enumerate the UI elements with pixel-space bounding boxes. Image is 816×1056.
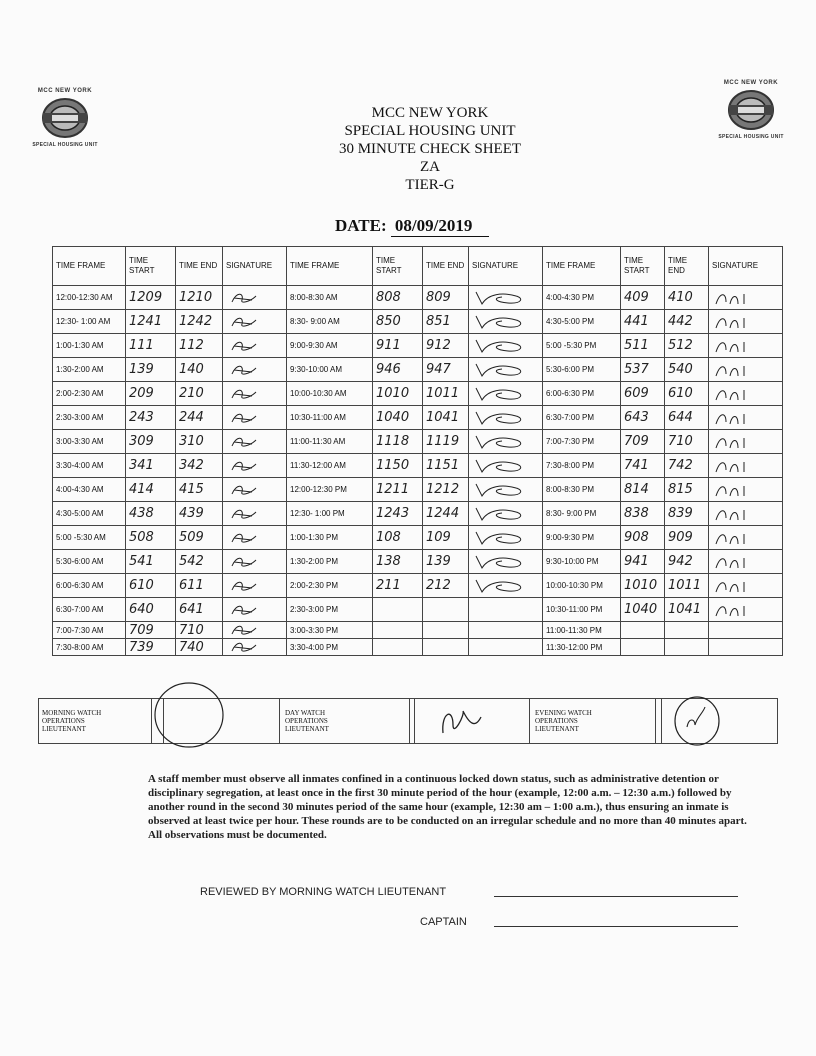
signature-scribble xyxy=(472,410,532,426)
signature-scribble xyxy=(712,410,772,426)
signature-cell xyxy=(709,382,783,406)
time-frame-cell: 12:30- 1:00 AM xyxy=(53,310,126,334)
evening-signature-circle xyxy=(667,693,727,747)
time-frame-cell: 1:00-1:30 AM xyxy=(53,334,126,358)
time-start-cell: 1150 xyxy=(373,454,423,478)
time-frame-cell: 5:00 -5:30 AM xyxy=(53,526,126,550)
time-frame-cell: 7:00-7:30 AM xyxy=(53,622,126,639)
sheet-title: MCC NEW YORK SPECIAL HOUSING UNIT 30 MINUTE CHECK SHEET ZA TIER-G xyxy=(338,105,522,193)
time-start-cell: 610 xyxy=(126,574,176,598)
time-start-cell xyxy=(621,639,665,656)
time-end-cell: 710 xyxy=(176,622,223,639)
time-start-cell xyxy=(373,622,423,639)
time-start-cell: 209 xyxy=(126,382,176,406)
time-end-cell xyxy=(665,622,709,639)
time-frame-cell: 9:30-10:00 AM xyxy=(287,358,373,382)
time-end-cell: 644 xyxy=(665,406,709,430)
time-end-cell: 1244 xyxy=(423,502,469,526)
signature-scribble xyxy=(712,578,772,594)
time-end-cell: 742 xyxy=(665,454,709,478)
table-row xyxy=(53,358,783,382)
time-end-cell: 542 xyxy=(176,550,223,574)
initials-scribble xyxy=(226,482,266,498)
time-start-cell: 741 xyxy=(621,454,665,478)
time-end-cell: 710 xyxy=(665,430,709,454)
signature-scribble xyxy=(712,338,772,354)
time-end-cell: 509 xyxy=(176,526,223,550)
time-start-cell: 511 xyxy=(621,334,665,358)
table-header-row xyxy=(53,247,783,286)
col-header: TIME FRAME xyxy=(53,247,126,286)
time-frame-cell: 10:30-11:00 PM xyxy=(543,598,621,622)
time-frame-cell: 1:00-1:30 PM xyxy=(287,526,373,550)
time-frame-cell: 6:00-6:30 PM xyxy=(543,382,621,406)
time-end-cell: 912 xyxy=(423,334,469,358)
signature-cell xyxy=(223,406,287,430)
signature-cell xyxy=(709,574,783,598)
time-end-cell: 439 xyxy=(176,502,223,526)
time-end-cell: 1041 xyxy=(665,598,709,622)
signature-cell xyxy=(469,406,543,430)
time-end-cell: 942 xyxy=(665,550,709,574)
signature-scribble xyxy=(472,578,532,594)
signature-cell xyxy=(223,598,287,622)
initials-scribble xyxy=(226,314,266,330)
time-end-cell: 611 xyxy=(176,574,223,598)
signature-cell xyxy=(223,478,287,502)
table-row xyxy=(53,382,783,406)
time-frame-cell: 5:00 -5:30 PM xyxy=(543,334,621,358)
signature-cell xyxy=(223,358,287,382)
time-start-cell: 138 xyxy=(373,550,423,574)
time-start-cell: 1010 xyxy=(373,382,423,406)
morning-watch-label: MORNING WATCH OPERATIONS LIEUTENANT xyxy=(42,709,102,733)
signature-cell xyxy=(223,550,287,574)
table-row xyxy=(53,502,783,526)
time-start-cell: 1040 xyxy=(621,598,665,622)
signature-scribble xyxy=(712,554,772,570)
table-row xyxy=(53,430,783,454)
time-start-cell: 1211 xyxy=(373,478,423,502)
signature-scribble xyxy=(712,362,772,378)
col-header: TIME END xyxy=(665,247,709,286)
time-end-cell: 210 xyxy=(176,382,223,406)
time-end-cell: 641 xyxy=(176,598,223,622)
signature-cell xyxy=(709,430,783,454)
signature-cell xyxy=(223,502,287,526)
table-row xyxy=(53,526,783,550)
signature-cell xyxy=(709,406,783,430)
time-frame-cell: 10:00-10:30 PM xyxy=(543,574,621,598)
signature-scribble xyxy=(472,458,532,474)
initials-scribble xyxy=(226,434,266,450)
time-end-cell: 140 xyxy=(176,358,223,382)
time-start-cell: 441 xyxy=(621,310,665,334)
date-line: DATE: 08/09/2019 xyxy=(335,216,489,237)
col-header: TIME START xyxy=(621,247,665,286)
time-end-cell: 109 xyxy=(423,526,469,550)
signature-cell xyxy=(223,454,287,478)
col-header: TIME END xyxy=(423,247,469,286)
signature-cell xyxy=(469,286,543,310)
time-end-cell: 610 xyxy=(665,382,709,406)
captain-label: CAPTAIN xyxy=(420,916,467,928)
time-end-cell: 244 xyxy=(176,406,223,430)
col-header: TIME START xyxy=(373,247,423,286)
shu-logo-left: MCC NEW YORK SPECIAL HOUSING UNIT xyxy=(32,88,98,148)
table-row xyxy=(53,598,783,622)
time-start-cell: 1241 xyxy=(126,310,176,334)
signature-cell xyxy=(469,382,543,406)
signature-cell xyxy=(709,550,783,574)
time-end-cell xyxy=(423,639,469,656)
signature-scribble xyxy=(472,530,532,546)
time-frame-cell: 8:00-8:30 PM xyxy=(543,478,621,502)
time-start-cell: 643 xyxy=(621,406,665,430)
time-frame-cell: 2:00-2:30 PM xyxy=(287,574,373,598)
signature-cell xyxy=(469,310,543,334)
time-start-cell: 541 xyxy=(126,550,176,574)
time-start-cell xyxy=(621,622,665,639)
time-start-cell: 508 xyxy=(126,526,176,550)
day-watch-label: DAY WATCH OPERATIONS LIEUTENANT xyxy=(285,709,329,733)
time-end-cell: 1041 xyxy=(423,406,469,430)
time-frame-cell: 11:00-11:30 AM xyxy=(287,430,373,454)
time-frame-cell: 4:30-5:00 AM xyxy=(53,502,126,526)
col-header: TIME FRAME xyxy=(287,247,373,286)
signature-cell xyxy=(469,478,543,502)
time-start-cell: 139 xyxy=(126,358,176,382)
signature-cell xyxy=(709,526,783,550)
time-frame-cell: 7:00-7:30 PM xyxy=(543,430,621,454)
initials-scribble xyxy=(226,458,266,474)
time-start-cell: 808 xyxy=(373,286,423,310)
signature-cell xyxy=(223,639,287,656)
table-row xyxy=(53,622,783,639)
check-table xyxy=(52,246,783,656)
time-end-cell: 1151 xyxy=(423,454,469,478)
time-frame-cell: 2:30-3:00 PM xyxy=(287,598,373,622)
time-start-cell: 838 xyxy=(621,502,665,526)
table-row xyxy=(53,574,783,598)
col-header: SIGNATURE xyxy=(469,247,543,286)
time-frame-cell: 7:30-8:00 AM xyxy=(53,639,126,656)
time-frame-cell: 1:30-2:00 AM xyxy=(53,358,126,382)
time-end-cell: 839 xyxy=(665,502,709,526)
initials-scribble xyxy=(226,622,266,638)
signature-cell xyxy=(469,639,543,656)
time-end-cell: 1242 xyxy=(176,310,223,334)
signature-cell xyxy=(469,598,543,622)
signature-scribble xyxy=(472,386,532,402)
time-start-cell: 243 xyxy=(126,406,176,430)
initials-scribble xyxy=(226,506,266,522)
evening-watch-label: EVENING WATCH OPERATIONS LIEUTENANT xyxy=(535,709,592,733)
col-header: SIGNATURE xyxy=(223,247,287,286)
table-row xyxy=(53,478,783,502)
shu-logo-right: MCC NEW YORK SPECIAL HOUSING UNIT xyxy=(718,80,784,140)
time-end-cell: 512 xyxy=(665,334,709,358)
time-start-cell: 709 xyxy=(621,430,665,454)
signature-cell xyxy=(223,526,287,550)
initials-scribble xyxy=(226,554,266,570)
time-frame-cell: 8:30- 9:00 PM xyxy=(543,502,621,526)
signature-cell xyxy=(709,310,783,334)
col-header: TIME END xyxy=(176,247,223,286)
time-end-cell: 112 xyxy=(176,334,223,358)
table-row xyxy=(53,550,783,574)
signature-cell xyxy=(709,598,783,622)
time-end-cell: 1212 xyxy=(423,478,469,502)
time-frame-cell: 8:30- 9:00 AM xyxy=(287,310,373,334)
time-start-cell: 640 xyxy=(126,598,176,622)
time-end-cell: 212 xyxy=(423,574,469,598)
signature-scribble xyxy=(712,602,772,618)
signature-scribble xyxy=(712,434,772,450)
time-start-cell: 1040 xyxy=(373,406,423,430)
signature-cell xyxy=(469,622,543,639)
time-start-cell: 739 xyxy=(126,639,176,656)
signature-cell xyxy=(223,334,287,358)
signature-scribble xyxy=(712,458,772,474)
signature-cell xyxy=(709,622,783,639)
signature-scribble xyxy=(712,386,772,402)
signature-scribble xyxy=(712,290,772,306)
signature-cell xyxy=(223,574,287,598)
handwritten-circle-mark xyxy=(147,677,237,749)
time-end-cell: 851 xyxy=(423,310,469,334)
day-signature-scribble xyxy=(435,703,485,741)
signature-cell xyxy=(469,550,543,574)
table-row xyxy=(53,334,783,358)
signature-scribble xyxy=(472,338,532,354)
signature-scribble xyxy=(712,530,772,546)
time-end-cell: 442 xyxy=(665,310,709,334)
time-start-cell: 908 xyxy=(621,526,665,550)
signature-cell xyxy=(709,334,783,358)
time-start-cell: 946 xyxy=(373,358,423,382)
time-frame-cell: 7:30-8:00 PM xyxy=(543,454,621,478)
time-frame-cell: 3:00-3:30 PM xyxy=(287,622,373,639)
signature-cell xyxy=(223,622,287,639)
time-start-cell: 111 xyxy=(126,334,176,358)
signature-scribble xyxy=(472,434,532,450)
signature-cell xyxy=(223,286,287,310)
lieutenant-signoff-box xyxy=(38,698,778,744)
time-frame-cell: 3:30-4:00 PM xyxy=(287,639,373,656)
shu-seal-icon xyxy=(726,88,776,132)
time-end-cell xyxy=(423,622,469,639)
initials-scribble xyxy=(226,410,266,426)
signature-cell xyxy=(469,526,543,550)
time-start-cell: 709 xyxy=(126,622,176,639)
col-header: TIME FRAME xyxy=(543,247,621,286)
time-end-cell: 342 xyxy=(176,454,223,478)
signature-cell xyxy=(709,358,783,382)
signature-scribble xyxy=(472,290,532,306)
signature-scribble xyxy=(472,506,532,522)
time-end-cell: 415 xyxy=(176,478,223,502)
initials-scribble xyxy=(226,578,266,594)
time-frame-cell: 6:30-7:00 AM xyxy=(53,598,126,622)
time-start-cell: 341 xyxy=(126,454,176,478)
time-end-cell xyxy=(665,639,709,656)
time-frame-cell: 5:30-6:00 PM xyxy=(543,358,621,382)
signature-cell xyxy=(709,286,783,310)
col-header: SIGNATURE xyxy=(709,247,783,286)
time-frame-cell: 9:00-9:30 AM xyxy=(287,334,373,358)
time-frame-cell: 6:30-7:00 PM xyxy=(543,406,621,430)
time-start-cell: 1243 xyxy=(373,502,423,526)
time-frame-cell: 3:30-4:00 AM xyxy=(53,454,126,478)
time-frame-cell: 11:30-12:00 AM xyxy=(287,454,373,478)
time-frame-cell: 8:00-8:30 AM xyxy=(287,286,373,310)
time-frame-cell: 11:30-12:00 PM xyxy=(543,639,621,656)
time-start-cell: 609 xyxy=(621,382,665,406)
signature-cell xyxy=(223,430,287,454)
time-end-cell: 1011 xyxy=(423,382,469,406)
signature-cell xyxy=(469,358,543,382)
time-frame-cell: 6:00-6:30 AM xyxy=(53,574,126,598)
signature-cell xyxy=(469,454,543,478)
table-row xyxy=(53,310,783,334)
time-start-cell: 941 xyxy=(621,550,665,574)
time-start-cell: 1209 xyxy=(126,286,176,310)
initials-scribble xyxy=(226,639,266,655)
signature-scribble xyxy=(472,314,532,330)
time-start-cell: 850 xyxy=(373,310,423,334)
signature-cell xyxy=(469,574,543,598)
time-end-cell: 540 xyxy=(665,358,709,382)
time-end-cell: 909 xyxy=(665,526,709,550)
time-start-cell: 211 xyxy=(373,574,423,598)
signature-cell xyxy=(223,310,287,334)
time-frame-cell: 4:00-4:30 AM xyxy=(53,478,126,502)
table-row xyxy=(53,406,783,430)
time-end-cell xyxy=(423,598,469,622)
time-end-cell: 740 xyxy=(176,639,223,656)
time-frame-cell: 9:00-9:30 PM xyxy=(543,526,621,550)
signature-scribble xyxy=(712,314,772,330)
time-start-cell: 414 xyxy=(126,478,176,502)
time-start-cell: 911 xyxy=(373,334,423,358)
signature-scribble xyxy=(712,482,772,498)
time-end-cell: 1119 xyxy=(423,430,469,454)
time-frame-cell: 11:00-11:30 PM xyxy=(543,622,621,639)
signature-cell xyxy=(709,478,783,502)
time-frame-cell: 4:30-5:00 PM xyxy=(543,310,621,334)
shu-seal-icon xyxy=(40,96,90,140)
signature-scribble xyxy=(472,482,532,498)
time-frame-cell: 10:00-10:30 AM xyxy=(287,382,373,406)
time-frame-cell: 10:30-11:00 AM xyxy=(287,406,373,430)
time-frame-cell: 5:30-6:00 AM xyxy=(53,550,126,574)
signature-cell xyxy=(469,334,543,358)
time-frame-cell: 12:00-12:30 PM xyxy=(287,478,373,502)
col-header: TIME START xyxy=(126,247,176,286)
time-frame-cell: 9:30-10:00 PM xyxy=(543,550,621,574)
initials-scribble xyxy=(226,530,266,546)
time-frame-cell: 2:00-2:30 AM xyxy=(53,382,126,406)
time-start-cell: 108 xyxy=(373,526,423,550)
signature-cell xyxy=(469,430,543,454)
signature-cell xyxy=(469,502,543,526)
time-start-cell xyxy=(373,639,423,656)
initials-scribble xyxy=(226,362,266,378)
time-start-cell: 1010 xyxy=(621,574,665,598)
signature-cell xyxy=(709,639,783,656)
initials-scribble xyxy=(226,290,266,306)
initials-scribble xyxy=(226,602,266,618)
time-start-cell: 1118 xyxy=(373,430,423,454)
signature-cell xyxy=(223,382,287,406)
initials-scribble xyxy=(226,386,266,402)
time-end-cell: 815 xyxy=(665,478,709,502)
date-value: 08/09/2019 xyxy=(391,216,489,237)
time-start-cell: 814 xyxy=(621,478,665,502)
initials-scribble xyxy=(226,338,266,354)
signature-cell xyxy=(709,454,783,478)
time-start-cell: 409 xyxy=(621,286,665,310)
review-label: REVIEWED BY MORNING WATCH LIEUTENANT xyxy=(200,886,447,898)
time-start-cell: 438 xyxy=(126,502,176,526)
time-end-cell: 809 xyxy=(423,286,469,310)
time-frame-cell: 12:00-12:30 AM xyxy=(53,286,126,310)
time-start-cell: 537 xyxy=(621,358,665,382)
time-start-cell: 309 xyxy=(126,430,176,454)
time-frame-cell: 4:00-4:30 PM xyxy=(543,286,621,310)
time-end-cell: 1011 xyxy=(665,574,709,598)
time-end-cell: 947 xyxy=(423,358,469,382)
captain-signature-line xyxy=(494,926,738,927)
rounds-policy-text: A staff member must observe all inmates confined in a continuous locked down status, such as administrative detention or disciplinary segregation, at least once in the first 30 minute period of the hour (example, 12:00 a.m. – 12:30 a.m.) followed by another round in the second 30 minutes period of the same hour (example, 12:30 am – 1:00 a.m.), thus ensuring an inmate is observed at least twice per hour. These rounds are to be conducted on an irregular schedule and no more than 40 minutes apart. All observations must be documented. xyxy=(148,773,747,841)
time-end-cell: 310 xyxy=(176,430,223,454)
time-end-cell: 139 xyxy=(423,550,469,574)
review-signature-line xyxy=(494,896,738,897)
table-row xyxy=(53,639,783,656)
signature-cell xyxy=(709,502,783,526)
time-frame-cell: 3:00-3:30 AM xyxy=(53,430,126,454)
table-row xyxy=(53,286,783,310)
time-frame-cell: 1:30-2:00 PM xyxy=(287,550,373,574)
time-frame-cell: 12:30- 1:00 PM xyxy=(287,502,373,526)
signature-scribble xyxy=(472,362,532,378)
time-start-cell xyxy=(373,598,423,622)
signature-scribble xyxy=(472,554,532,570)
time-frame-cell: 2:30-3:00 AM xyxy=(53,406,126,430)
signature-scribble xyxy=(712,506,772,522)
table-row xyxy=(53,454,783,478)
time-end-cell: 410 xyxy=(665,286,709,310)
time-end-cell: 1210 xyxy=(176,286,223,310)
